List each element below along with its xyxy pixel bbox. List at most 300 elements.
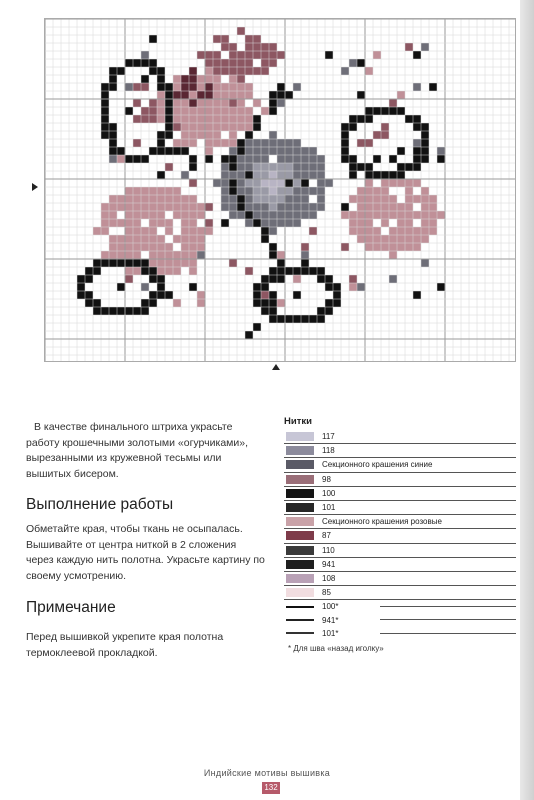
- stitch-cell: [181, 107, 189, 115]
- stitch-cell: [357, 211, 365, 219]
- stitch-cell: [405, 187, 413, 195]
- stitch-cell: [373, 203, 381, 211]
- stitch-cell: [213, 75, 221, 83]
- stitch-cell: [285, 139, 293, 147]
- stitch-cell: [429, 227, 437, 235]
- stitch-cell: [165, 187, 173, 195]
- stitch-cell: [269, 179, 277, 187]
- work-heading: Выполнение работы: [26, 496, 174, 513]
- thread-label: 98: [322, 474, 331, 484]
- stitch-cell: [197, 115, 205, 123]
- stitch-cell: [413, 235, 421, 243]
- stitch-cell: [149, 211, 157, 219]
- stitch-cell: [205, 59, 213, 67]
- stitch-cell: [149, 251, 157, 259]
- stitch-cell: [301, 243, 309, 251]
- stitch-cell: [237, 107, 245, 115]
- page-edge: [520, 0, 534, 800]
- stitch-cell: [229, 51, 237, 59]
- stitch-cell: [189, 283, 197, 291]
- stitch-cell: [389, 203, 397, 211]
- stitch-cell: [109, 195, 117, 203]
- stitch-cell: [157, 99, 165, 107]
- stitch-cell: [157, 139, 165, 147]
- stitch-cell: [421, 227, 429, 235]
- thread-swatch: [286, 489, 314, 498]
- stitch-cell: [189, 107, 197, 115]
- stitch-cell: [277, 195, 285, 203]
- stitch-cell: [85, 275, 93, 283]
- stitch-cell: [141, 211, 149, 219]
- stitch-cell: [205, 147, 213, 155]
- stitch-cell: [397, 227, 405, 235]
- stitch-cell: [149, 243, 157, 251]
- stitch-cell: [205, 99, 213, 107]
- stitch-cell: [317, 203, 325, 211]
- stitch-cell: [317, 179, 325, 187]
- stitch-cell: [389, 195, 397, 203]
- stitch-cell: [269, 267, 277, 275]
- stitch-cell: [269, 299, 277, 307]
- thread-key-title: Нитки: [284, 416, 312, 427]
- stitch-cell: [341, 211, 349, 219]
- stitch-cell: [301, 267, 309, 275]
- stitch-cell: [349, 171, 357, 179]
- stitch-cell: [141, 83, 149, 91]
- stitch-cell: [165, 219, 173, 227]
- stitch-cell: [197, 91, 205, 99]
- stitch-cell: [261, 139, 269, 147]
- stitch-cell: [277, 91, 285, 99]
- intro-paragraph: В качестве финального штриха украсьте работу крошечными золотыми «огурчиками», вырезанными из кружевной тесьмы или вышитых бисером.: [26, 421, 249, 480]
- thread-swatch: [286, 432, 314, 441]
- stitch-cell: [245, 139, 253, 147]
- stitch-cell: [253, 323, 261, 331]
- stitch-cell: [157, 235, 165, 243]
- stitch-cell: [253, 283, 261, 291]
- stitch-cell: [141, 75, 149, 83]
- thread-swatch: [286, 560, 314, 569]
- stitch-cell: [205, 123, 213, 131]
- stitch-cell: [293, 315, 301, 323]
- stitch-cell: [189, 139, 197, 147]
- stitch-cell: [245, 187, 253, 195]
- thread-row: [284, 487, 516, 501]
- stitch-cell: [101, 219, 109, 227]
- stitch-cell: [381, 179, 389, 187]
- stitch-cell: [349, 283, 357, 291]
- stitch-cell: [101, 131, 109, 139]
- stitch-cell: [157, 147, 165, 155]
- stitch-cell: [125, 203, 133, 211]
- stitch-cell: [229, 91, 237, 99]
- stitch-cell: [237, 187, 245, 195]
- stitch-cell: [421, 219, 429, 227]
- stitch-cell: [173, 251, 181, 259]
- stitch-cell: [317, 275, 325, 283]
- stitch-cell: [309, 211, 317, 219]
- stitch-cell: [141, 283, 149, 291]
- stitch-cell: [261, 203, 269, 211]
- stitch-cell: [173, 75, 181, 83]
- stitch-cell: [349, 115, 357, 123]
- backstitch-line-sample: [286, 619, 314, 621]
- stitch-cell: [381, 107, 389, 115]
- stitch-cell: [205, 227, 213, 235]
- stitch-cell: [189, 75, 197, 83]
- stitch-cell: [349, 155, 357, 163]
- note-heading: Примечание: [26, 599, 116, 616]
- stitch-cell: [405, 243, 413, 251]
- stitch-cell: [325, 299, 333, 307]
- stitch-cell: [173, 107, 181, 115]
- stitch-cell: [261, 43, 269, 51]
- stitch-cell: [189, 203, 197, 211]
- stitch-cell: [245, 155, 253, 163]
- stitch-cell: [285, 195, 293, 203]
- stitch-cell: [285, 147, 293, 155]
- stitch-cell: [237, 115, 245, 123]
- stitch-cell: [429, 219, 437, 227]
- stitch-cell: [261, 283, 269, 291]
- stitch-cell: [133, 219, 141, 227]
- stitch-cell: [221, 163, 229, 171]
- stitch-cell: [133, 259, 141, 267]
- stitch-cell: [93, 307, 101, 315]
- stitch-cell: [181, 235, 189, 243]
- stitch-cell: [181, 83, 189, 91]
- stitch-cell: [373, 227, 381, 235]
- stitch-cell: [277, 275, 285, 283]
- stitch-cell: [125, 195, 133, 203]
- stitch-cell: [349, 59, 357, 67]
- stitch-cell: [133, 59, 141, 67]
- stitch-cell: [277, 211, 285, 219]
- stitch-cell: [237, 67, 245, 75]
- stitch-cell: [333, 291, 341, 299]
- stitch-cell: [93, 299, 101, 307]
- stitch-cell: [157, 195, 165, 203]
- stitch-cell: [293, 163, 301, 171]
- backstitch-rule: [380, 606, 516, 607]
- stitch-cell: [149, 35, 157, 43]
- stitch-cell: [245, 331, 253, 339]
- stitch-cell: [405, 219, 413, 227]
- stitch-cell: [325, 307, 333, 315]
- thread-row: [284, 458, 516, 472]
- backstitch-row: [284, 613, 516, 626]
- stitch-cell: [261, 195, 269, 203]
- stitch-cell: [157, 267, 165, 275]
- stitch-cell: [413, 179, 421, 187]
- stitch-cell: [173, 187, 181, 195]
- stitch-cell: [245, 35, 253, 43]
- stitch-cell: [285, 163, 293, 171]
- stitch-cell: [349, 123, 357, 131]
- stitch-cell: [389, 275, 397, 283]
- stitch-cell: [285, 155, 293, 163]
- chart-grid: [45, 19, 515, 361]
- stitch-cell: [421, 187, 429, 195]
- stitch-cell: [365, 171, 373, 179]
- stitch-cell: [421, 147, 429, 155]
- stitch-cell: [141, 155, 149, 163]
- stitch-cell: [373, 243, 381, 251]
- stitch-cell: [101, 107, 109, 115]
- stitch-cell: [421, 155, 429, 163]
- stitch-cell: [157, 115, 165, 123]
- stitch-cell: [213, 91, 221, 99]
- stitch-cell: [165, 291, 173, 299]
- stitch-cell: [229, 83, 237, 91]
- stitch-cell: [133, 187, 141, 195]
- stitch-cell: [349, 163, 357, 171]
- stitch-cell: [429, 83, 437, 91]
- thread-row: [284, 558, 516, 572]
- stitch-cell: [237, 83, 245, 91]
- stitch-cell: [237, 27, 245, 35]
- thread-label: Секционного крашения синие: [322, 460, 433, 470]
- stitch-cell: [229, 59, 237, 67]
- stitch-cell: [229, 43, 237, 51]
- stitch-cell: [389, 171, 397, 179]
- stitch-cell: [189, 243, 197, 251]
- stitch-cell: [77, 275, 85, 283]
- stitch-cell: [277, 147, 285, 155]
- thread-label: 100: [322, 488, 336, 498]
- stitch-cell: [269, 307, 277, 315]
- stitch-cell: [229, 67, 237, 75]
- stitch-cell: [189, 235, 197, 243]
- thread-footnote: * Для шва «назад иголку»: [288, 643, 384, 653]
- stitch-cell: [277, 83, 285, 91]
- stitch-cell: [141, 107, 149, 115]
- stitch-cell: [309, 267, 317, 275]
- stitch-cell: [165, 163, 173, 171]
- stitch-cell: [413, 147, 421, 155]
- stitch-cell: [269, 211, 277, 219]
- stitch-cell: [125, 259, 133, 267]
- stitch-cell: [213, 67, 221, 75]
- stitch-cell: [405, 227, 413, 235]
- stitch-cell: [197, 211, 205, 219]
- stitch-cell: [181, 147, 189, 155]
- stitch-cell: [229, 195, 237, 203]
- stitch-cell: [117, 219, 125, 227]
- stitch-cell: [197, 51, 205, 59]
- stitch-cell: [301, 211, 309, 219]
- stitch-cell: [101, 203, 109, 211]
- stitch-cell: [149, 291, 157, 299]
- stitch-cell: [221, 59, 229, 67]
- stitch-cell: [285, 187, 293, 195]
- stitch-cell: [133, 155, 141, 163]
- stitch-cell: [253, 147, 261, 155]
- stitch-cell: [197, 75, 205, 83]
- stitch-cell: [117, 67, 125, 75]
- stitch-cell: [109, 147, 117, 155]
- footer-title: Индийские мотивы вышивка: [203, 768, 331, 778]
- stitch-cell: [261, 163, 269, 171]
- stitch-cell: [349, 219, 357, 227]
- stitch-cell: [221, 91, 229, 99]
- stitch-cell: [109, 123, 117, 131]
- stitch-cell: [221, 179, 229, 187]
- stitch-cell: [133, 203, 141, 211]
- stitch-cell: [293, 179, 301, 187]
- stitch-cell: [269, 99, 277, 107]
- stitch-cell: [165, 259, 173, 267]
- stitch-cell: [373, 171, 381, 179]
- stitch-cell: [389, 107, 397, 115]
- stitch-cell: [253, 219, 261, 227]
- stitch-cell: [213, 107, 221, 115]
- stitch-cell: [205, 51, 213, 59]
- stitch-cell: [357, 139, 365, 147]
- stitch-cell: [173, 123, 181, 131]
- stitch-cell: [125, 155, 133, 163]
- stitch-cell: [269, 131, 277, 139]
- stitch-cell: [317, 267, 325, 275]
- center-marker-left-icon: [32, 183, 38, 191]
- center-marker-bottom-icon: [272, 364, 280, 370]
- thread-key: [284, 416, 516, 653]
- stitch-cell: [229, 123, 237, 131]
- stitch-cell: [237, 171, 245, 179]
- stitch-cell: [117, 203, 125, 211]
- stitch-cell: [181, 195, 189, 203]
- stitch-cell: [229, 187, 237, 195]
- stitch-cell: [165, 203, 173, 211]
- stitch-cell: [109, 259, 117, 267]
- stitch-cell: [173, 259, 181, 267]
- stitch-cell: [413, 83, 421, 91]
- stitch-cell: [341, 123, 349, 131]
- stitch-cell: [221, 187, 229, 195]
- stitch-cell: [133, 115, 141, 123]
- stitch-cell: [157, 251, 165, 259]
- stitch-cell: [285, 267, 293, 275]
- stitch-cell: [109, 211, 117, 219]
- stitch-cell: [229, 107, 237, 115]
- stitch-cell: [269, 91, 277, 99]
- stitch-cell: [237, 91, 245, 99]
- stitch-cell: [213, 51, 221, 59]
- stitch-cell: [189, 179, 197, 187]
- stitch-cell: [381, 195, 389, 203]
- stitch-cell: [117, 147, 125, 155]
- stitch-cell: [237, 147, 245, 155]
- stitch-cell: [253, 291, 261, 299]
- stitch-cell: [205, 91, 213, 99]
- thread-swatch: [286, 503, 314, 512]
- thread-swatch: [286, 475, 314, 484]
- stitch-cell: [165, 147, 173, 155]
- stitch-cell: [221, 195, 229, 203]
- stitch-cell: [109, 219, 117, 227]
- stitch-cell: [125, 307, 133, 315]
- stitch-cell: [205, 139, 213, 147]
- stitch-cell: [397, 91, 405, 99]
- stitch-cell: [125, 227, 133, 235]
- stitch-cell: [261, 235, 269, 243]
- stitch-cell: [197, 203, 205, 211]
- stitch-cell: [157, 211, 165, 219]
- stitch-cell: [141, 59, 149, 67]
- stitch-cell: [253, 43, 261, 51]
- stitch-cell: [237, 179, 245, 187]
- stitch-cell: [197, 291, 205, 299]
- stitch-cell: [221, 123, 229, 131]
- backstitch-row: [284, 627, 516, 640]
- stitch-cell: [165, 243, 173, 251]
- stitch-cell: [421, 203, 429, 211]
- page-number: 132: [262, 782, 280, 794]
- stitch-cell: [173, 195, 181, 203]
- stitch-cell: [325, 179, 333, 187]
- stitch-cell: [253, 139, 261, 147]
- stitch-cell: [421, 139, 429, 147]
- thread-swatch: [286, 574, 314, 583]
- stitch-cell: [397, 211, 405, 219]
- stitch-cell: [373, 155, 381, 163]
- stitch-cell: [269, 51, 277, 59]
- stitch-cell: [269, 195, 277, 203]
- stitch-cell: [277, 219, 285, 227]
- stitch-cell: [181, 139, 189, 147]
- work-paragraph: Обметайте края, чтобы ткань не осыпалась. Вышивайте от центра ниткой в 2 сложения через каждую нить полотна. Украсьте картину по своему усмотрению.: [26, 523, 265, 582]
- stitch-cell: [165, 83, 173, 91]
- stitch-cell: [141, 235, 149, 243]
- stitch-cell: [149, 147, 157, 155]
- stitch-cell: [229, 155, 237, 163]
- stitch-cell: [149, 203, 157, 211]
- stitch-cell: [189, 219, 197, 227]
- stitch-cell: [197, 299, 205, 307]
- stitch-cell: [269, 187, 277, 195]
- stitch-cell: [109, 243, 117, 251]
- stitch-cell: [133, 267, 141, 275]
- stitch-cell: [181, 243, 189, 251]
- stitch-cell: [149, 107, 157, 115]
- stitch-cell: [165, 267, 173, 275]
- stitch-cell: [221, 35, 229, 43]
- stitch-cell: [237, 75, 245, 83]
- stitch-cell: [173, 115, 181, 123]
- stitch-cell: [389, 99, 397, 107]
- stitch-cell: [133, 139, 141, 147]
- stitch-cell: [141, 307, 149, 315]
- stitch-cell: [189, 131, 197, 139]
- stitch-cell: [301, 315, 309, 323]
- stitch-cell: [421, 195, 429, 203]
- stitch-cell: [109, 75, 117, 83]
- stitch-cell: [285, 91, 293, 99]
- stitch-cell: [101, 307, 109, 315]
- stitch-cell: [117, 243, 125, 251]
- stitch-cell: [189, 115, 197, 123]
- stitch-cell: [413, 243, 421, 251]
- stitch-cell: [245, 51, 253, 59]
- stitch-cell: [117, 283, 125, 291]
- stitch-cell: [173, 147, 181, 155]
- stitch-cell: [125, 251, 133, 259]
- stitch-cell: [269, 251, 277, 259]
- stitch-cell: [197, 83, 205, 91]
- stitch-cell: [125, 107, 133, 115]
- stitch-cell: [309, 163, 317, 171]
- stitch-cell: [205, 67, 213, 75]
